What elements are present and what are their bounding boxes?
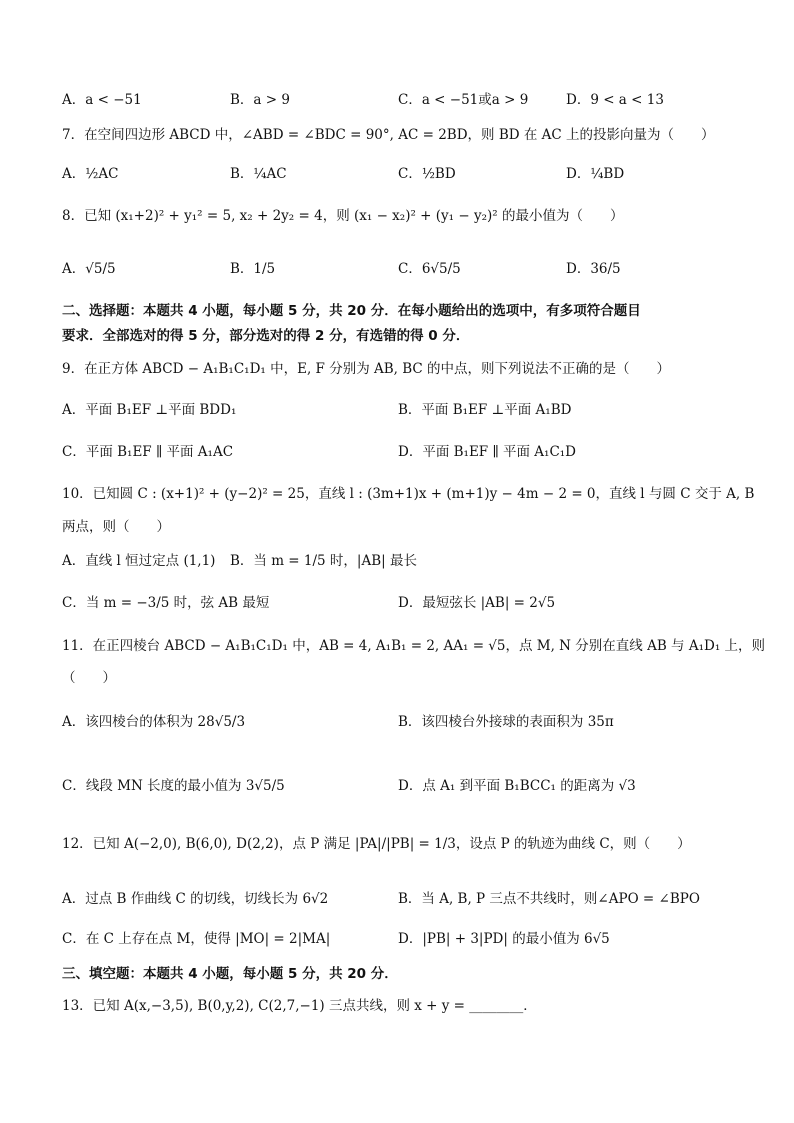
q11-stem-line1: 11．在正四棱台 ABCD − A₁B₁C₁D₁ 中，AB = 4, A₁B₁ = 2, AA₁ = √5，点 M, N 分别在直线 AB 与 A₁D₁ 上，则	[62, 638, 766, 654]
q8-option-a: A．√5/5	[62, 261, 116, 277]
q10-option-b: B．当 m = 1/5 时，|AB| 最长	[230, 553, 417, 569]
q11-option-c: C．线段 MN 长度的最小值为 3√5/5	[62, 778, 285, 794]
q10-option-c: C．当 m = −3/5 时，弦 AB 最短	[62, 595, 270, 611]
q7-option-b: B．¼AC	[230, 166, 287, 182]
q12-option-d: D．|PB| + 3|PD| 的最小值为 6√5	[398, 931, 610, 947]
q7-stem: 7．在空间四边形 ABCD 中，∠ABD = ∠BDC = 90°, AC = 2BD，则 BD 在 AC 上的投影向量为（ ）	[62, 127, 715, 143]
q10-option-d: D．最短弦长 |AB| = 2√5	[398, 595, 556, 611]
q9-option-c: C．平面 B₁EF ∥ 平面 A₁AC	[62, 444, 234, 460]
q7-option-c: C．½BD	[398, 166, 456, 182]
q6-option-c: C．a < −51或a > 9	[398, 92, 529, 108]
q12-option-c: C．在 C 上存在点 M，使得 |MO| = 2|MA|	[62, 931, 331, 947]
q7-option-d: D．¼BD	[566, 166, 625, 182]
q11-stem-line2: （ ）	[62, 670, 116, 686]
section2-heading-line1: 二、选择题：本题共 4 小题，每小题 5 分，共 20 分．在每小题给出的选项中，有多项符合题目	[62, 303, 641, 319]
q11-option-d: D．点 A₁ 到平面 B₁BCC₁ 的距离为 √3	[398, 778, 636, 794]
q9-option-a: A．平面 B₁EF ⊥平面 BDD₁	[62, 402, 237, 418]
q9-stem: 9．在正方体 ABCD − A₁B₁C₁D₁ 中，E, F 分别为 AB, BC 的中点，则下列说法不正确的是（ ）	[62, 361, 671, 377]
q13-stem: 13．已知 A(x,−3,5), B(0,y,2), C(2,7,−1) 三点共线，则 x + y = ________．	[62, 998, 537, 1014]
q12-option-b: B．当 A, B, P 三点不共线时，则∠APO = ∠BPO	[398, 891, 700, 907]
q8-stem: 8．已知 (x₁+2)² + y₁² = 5, x₂ + 2y₂ = 4，则 (x₁ − x₂)² + (y₁ − y₂)² 的最小值为（ ）	[62, 208, 624, 224]
q7-option-a: A．½AC	[62, 166, 119, 182]
q6-option-d: D．9 < a < 13	[566, 92, 664, 108]
q10-stem-line2: 两点，则（ ）	[62, 519, 170, 535]
q10-stem-line1: 10．已知圆 C : (x+1)² + (y−2)² = 25，直线 l : (3m+1)x + (m+1)y − 4m − 2 = 0，直线 l 与圆 C 交于 A, B	[62, 486, 755, 502]
q10-option-a: A．直线 l 恒过定点 (1,1)	[62, 553, 216, 569]
section2-heading-line2: 要求．全部选对的得 5 分，部分选对的得 2 分，有选错的得 0 分．	[62, 328, 470, 344]
q6-option-b: B．a > 9	[230, 92, 290, 108]
q8-option-b: B．1/5	[230, 261, 276, 277]
q8-option-c: C．6√5/5	[398, 261, 461, 277]
q12-option-a: A．过点 B 作曲线 C 的切线，切线长为 6√2	[62, 891, 329, 907]
section3-heading: 三、填空题：本题共 4 小题，每小题 5 分，共 20 分．	[62, 966, 398, 982]
q12-stem: 12．已知 A(−2,0), B(6,0), D(2,2)，点 P 满足 |PA|/|PB| = 1/3，设点 P 的轨迹为曲线 C，则（ ）	[62, 836, 691, 852]
q9-option-b: B．平面 B₁EF ⊥平面 A₁BD	[398, 402, 572, 418]
q11-option-a: A．该四棱台的体积为 28√5/3	[62, 714, 246, 730]
q8-option-d: D．36/5	[566, 261, 621, 277]
q9-option-d: D．平面 B₁EF ∥ 平面 A₁C₁D	[398, 444, 577, 460]
q11-option-b: B．该四棱台外接球的表面积为 35π	[398, 714, 614, 730]
q6-option-a: A．a < −51	[62, 92, 142, 108]
